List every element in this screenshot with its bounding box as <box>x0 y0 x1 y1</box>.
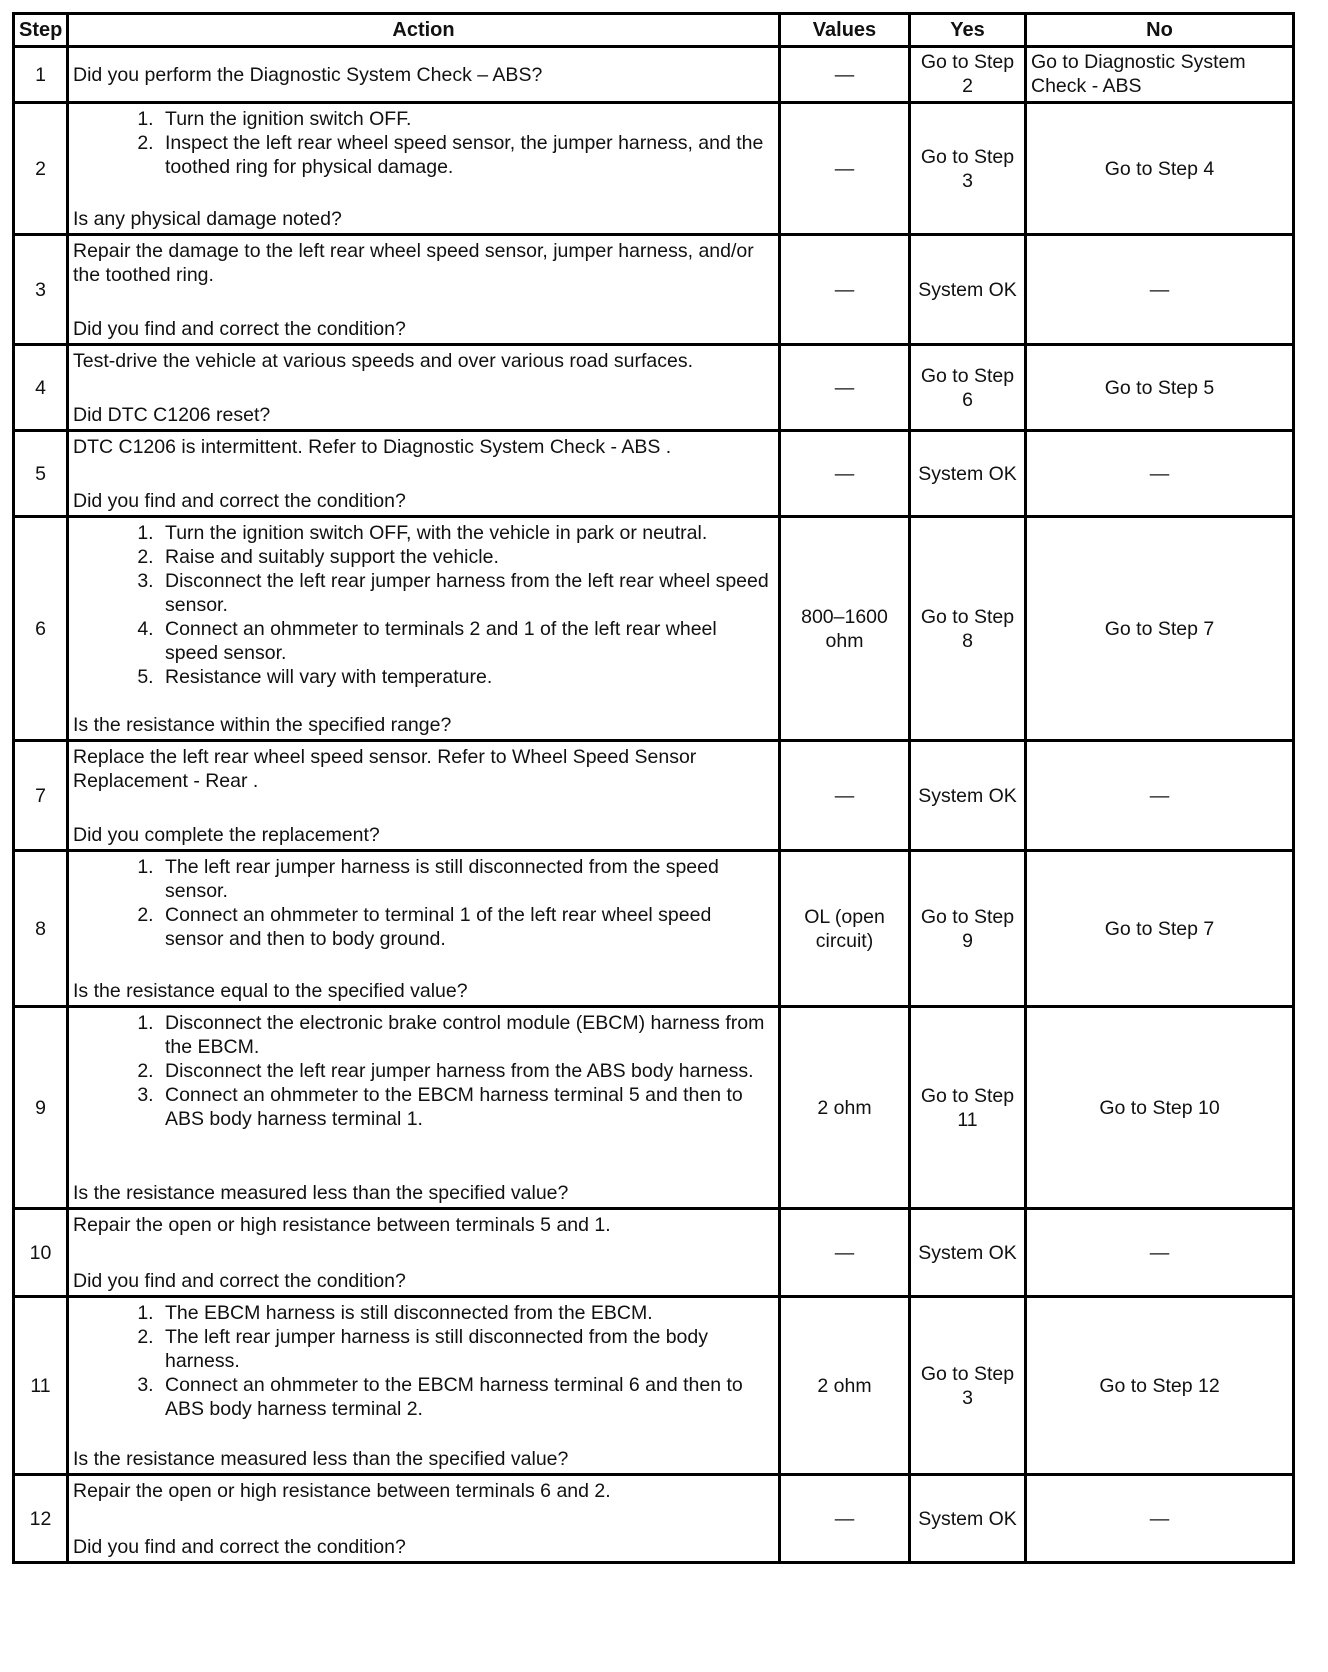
value-cell: 2 ohm <box>780 1297 910 1475</box>
no-cell: Go to Step 4 <box>1026 103 1294 235</box>
step-number: 3 <box>14 235 68 345</box>
table-row <box>14 1297 1294 1475</box>
no-cell: Go to Step 5 <box>1026 345 1294 431</box>
yes-cell: System OK <box>910 431 1026 517</box>
action-cell <box>68 741 780 851</box>
no-cell: Go to Step 7 <box>1026 517 1294 741</box>
step-number: 6 <box>14 517 68 741</box>
no-cell: — <box>1026 1475 1294 1563</box>
list-item: 3. Connect an ohmmeter to the EBCM harness terminal 6 and then to ABS body harness terminal 2. <box>159 1373 774 1421</box>
action-question: Did you find and correct the condition? <box>73 1535 406 1558</box>
no-cell: Go to Step 10 <box>1026 1007 1294 1209</box>
yes-cell: System OK <box>910 235 1026 345</box>
list-item: 1. Turn the ignition switch OFF, with the vehicle in park or neutral. <box>159 521 774 545</box>
action-list <box>73 1011 774 1131</box>
action-cell <box>68 851 780 1007</box>
yes-cell: Go to Step 11 <box>910 1007 1026 1209</box>
table-row <box>14 345 1294 431</box>
list-item: 1. Turn the ignition switch OFF. <box>159 107 774 131</box>
list-item: 2. Inspect the left rear wheel speed sensor, the jumper harness, and the toothed ring for physical damage. <box>159 131 774 179</box>
no-cell: Go to Step 7 <box>1026 851 1294 1007</box>
step-number: 9 <box>14 1007 68 1209</box>
list-item: 2. The left rear jumper harness is still disconnected from the body harness. <box>159 1325 774 1373</box>
action-question: Is the resistance within the specified range? <box>73 713 452 736</box>
value-cell: 800–1600 ohm <box>780 517 910 741</box>
action-question: Did DTC C1206 reset? <box>73 403 271 426</box>
table-row <box>14 235 1294 345</box>
action-cell <box>68 431 780 517</box>
value-cell: — <box>780 345 910 431</box>
action-question: Is the resistance measured less than the specified value? <box>73 1447 569 1470</box>
action-cell <box>68 1007 780 1209</box>
list-item: 1. Disconnect the electronic brake control module (EBCM) harness from the EBCM. <box>159 1011 774 1059</box>
no-cell: — <box>1026 431 1294 517</box>
yes-cell: Go to Step 6 <box>910 345 1026 431</box>
action-text: Test-drive the vehicle at various speeds and over various road surfaces. <box>73 349 693 372</box>
action-text: Repair the open or high resistance between terminals 5 and 1. <box>73 1213 611 1236</box>
list-item: 4. Connect an ohmmeter to terminals 2 and 1 of the left rear wheel speed sensor. <box>159 617 774 665</box>
table-row <box>14 431 1294 517</box>
table-row <box>14 1209 1294 1297</box>
yes-cell: System OK <box>910 741 1026 851</box>
header-action: Action <box>68 14 780 47</box>
action-text: Did you perform the Diagnostic System Check – ABS? <box>73 63 543 86</box>
table-row <box>14 851 1294 1007</box>
action-question: Did you complete the replacement? <box>73 823 380 846</box>
step-number: 8 <box>14 851 68 1007</box>
table-row <box>14 103 1294 235</box>
action-cell <box>68 235 780 345</box>
value-cell: — <box>780 1209 910 1297</box>
action-cell <box>68 1209 780 1297</box>
action-cell <box>68 1475 780 1563</box>
list-item: 3. Connect an ohmmeter to the EBCM harness terminal 5 and then to ABS body harness terminal 1. <box>159 1083 774 1131</box>
table-row <box>14 47 1294 103</box>
value-cell: 2 ohm <box>780 1007 910 1209</box>
list-item: 2. Disconnect the left rear jumper harness from the ABS body harness. <box>159 1059 774 1083</box>
header-row <box>14 14 1294 47</box>
action-question: Did you find and correct the condition? <box>73 489 406 512</box>
action-question: Did you find and correct the condition? <box>73 1269 406 1292</box>
header-step: Step <box>14 14 68 47</box>
step-number: 11 <box>14 1297 68 1475</box>
yes-cell: Go to Step 3 <box>910 1297 1026 1475</box>
list-item: 3. Disconnect the left rear jumper harness from the left rear wheel speed sensor. <box>159 569 774 617</box>
action-text: Replace the left rear wheel speed sensor. Refer to Wheel Speed Sensor Replacement - Rear . <box>73 745 697 792</box>
no-cell: — <box>1026 1209 1294 1297</box>
yes-cell: Go to Step 9 <box>910 851 1026 1007</box>
action-cell <box>68 1297 780 1475</box>
header-values: Values <box>780 14 910 47</box>
action-list <box>73 521 774 689</box>
list-item: 2. Connect an ohmmeter to terminal 1 of the left rear wheel speed sensor and then to body ground. <box>159 903 774 951</box>
value-cell: OL (open circuit) <box>780 851 910 1007</box>
action-list <box>73 855 774 951</box>
table-row <box>14 1007 1294 1209</box>
step-number: 5 <box>14 431 68 517</box>
value-cell: — <box>780 47 910 103</box>
yes-cell: System OK <box>910 1209 1026 1297</box>
list-item: 5. Resistance will vary with temperature. <box>159 665 774 689</box>
step-number: 7 <box>14 741 68 851</box>
action-text: DTC C1206 is intermittent. Refer to Diagnostic System Check - ABS . <box>73 435 672 458</box>
step-number: 4 <box>14 345 68 431</box>
header-yes: Yes <box>910 14 1026 47</box>
action-question: Is the resistance equal to the specified value? <box>73 979 468 1002</box>
action-question: Is any physical damage noted? <box>73 207 342 230</box>
no-cell: — <box>1026 741 1294 851</box>
action-cell <box>68 345 780 431</box>
action-text: Repair the open or high resistance between terminals 6 and 2. <box>73 1479 611 1502</box>
step-number: 2 <box>14 103 68 235</box>
yes-cell: Go to Step 2 <box>910 47 1026 103</box>
action-question: Is the resistance measured less than the specified value? <box>73 1181 569 1204</box>
value-cell: — <box>780 1475 910 1563</box>
no-cell: Go to Step 12 <box>1026 1297 1294 1475</box>
action-cell <box>68 103 780 235</box>
value-cell: — <box>780 431 910 517</box>
value-cell: — <box>780 103 910 235</box>
yes-cell: System OK <box>910 1475 1026 1563</box>
list-item: 1. The left rear jumper harness is still disconnected from the speed sensor. <box>159 855 774 903</box>
diagnostic-table <box>12 12 1295 1564</box>
table-row <box>14 517 1294 741</box>
yes-cell: Go to Step 8 <box>910 517 1026 741</box>
header-no: No <box>1026 14 1294 47</box>
yes-cell: Go to Step 3 <box>910 103 1026 235</box>
no-cell: Go to Diagnostic System Check - ABS <box>1026 47 1294 103</box>
step-number: 10 <box>14 1209 68 1297</box>
action-cell <box>68 47 780 103</box>
action-list <box>73 107 774 179</box>
action-text: Repair the damage to the left rear wheel speed sensor, jumper harness, and/or the toothed ring. <box>73 239 754 286</box>
value-cell: — <box>780 741 910 851</box>
action-list <box>73 1301 774 1421</box>
no-cell: — <box>1026 235 1294 345</box>
action-cell <box>68 517 780 741</box>
step-number: 1 <box>14 47 68 103</box>
list-item: 1. The EBCM harness is still disconnected from the EBCM. <box>159 1301 774 1325</box>
value-cell: — <box>780 235 910 345</box>
step-number: 12 <box>14 1475 68 1563</box>
table-row <box>14 741 1294 851</box>
list-item: 2. Raise and suitably support the vehicle. <box>159 545 774 569</box>
table-row <box>14 1475 1294 1563</box>
action-question: Did you find and correct the condition? <box>73 317 406 340</box>
